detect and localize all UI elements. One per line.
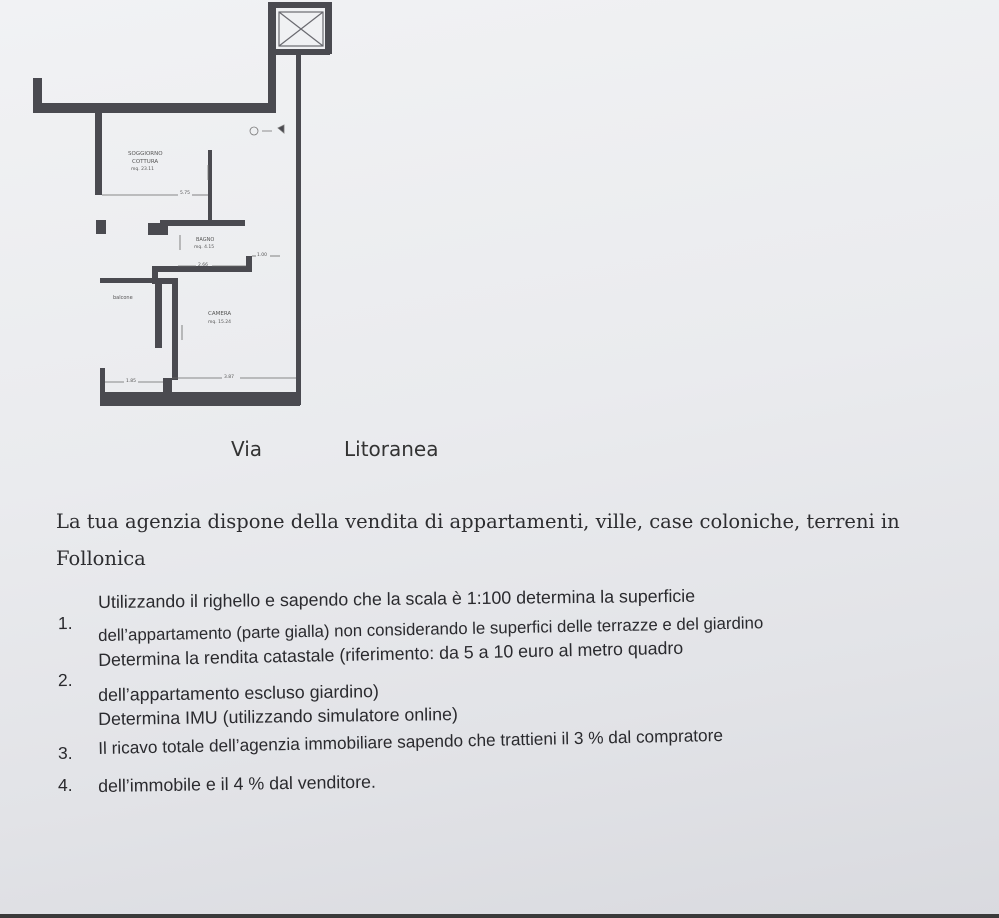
task-number: 1. [57, 612, 73, 634]
street-label-via: Via [231, 437, 263, 461]
task-number: 3. [58, 743, 73, 763]
room-label-camera: CAMERA [208, 311, 232, 317]
task-text: dell’immobile e il 4 % dal venditore. [98, 771, 377, 796]
intro-paragraph [56, 503, 936, 577]
task-text: dell’appartamento (parte gialla) non considerando le superfici delle terrazze e del giardino [98, 613, 764, 645]
task-text: Utilizzando il righello e sapendo che la scala è 1:100 determina la superficie [98, 585, 696, 612]
room-area-bagno: mq. 4.15 [194, 245, 215, 250]
task-number: 2. [57, 669, 73, 691]
room-area-camera: mq. 15.24 [208, 320, 231, 325]
task-text: Determina IMU (utilizzando simulatore online) [98, 703, 458, 729]
intro-line-1: La tua agenzia dispone della vendita di appartamenti, ville, case coloniche, terreni in [56, 510, 900, 533]
task-number: 4. [58, 775, 73, 795]
dimension-label: 2.66 [198, 263, 209, 268]
task-text: Determina la rendita catastale (riferimento: da 5 a 10 euro al metro quadro [98, 637, 684, 670]
room-label-balcone: balcone [113, 295, 133, 301]
intro-line-2: Follonica [56, 547, 146, 570]
floor-plan [0, 0, 460, 420]
task-text: Il ricavo totale dell’agenzia immobiliare sapendo che trattieni il 3 % dal compratore [98, 724, 724, 758]
dimension-label: 1.00 [257, 253, 268, 258]
task-text: dell’appartamento escluso giardino) [98, 681, 379, 705]
room-label-soggiorno: SOGGIORNO [128, 151, 163, 157]
room-label-bagno: BAGNO [196, 237, 215, 243]
room-label-cottura: COTTURA [132, 159, 159, 165]
room-area-soggiorno: mq. 23.11 [131, 167, 154, 172]
dimension-label: 3.87 [224, 375, 235, 380]
dimension-label: 1.85 [126, 379, 137, 384]
street-label-litoranea: Litoranea [344, 437, 439, 461]
dimension-label: 5.75 [180, 191, 191, 196]
photo-edge [0, 914, 999, 918]
